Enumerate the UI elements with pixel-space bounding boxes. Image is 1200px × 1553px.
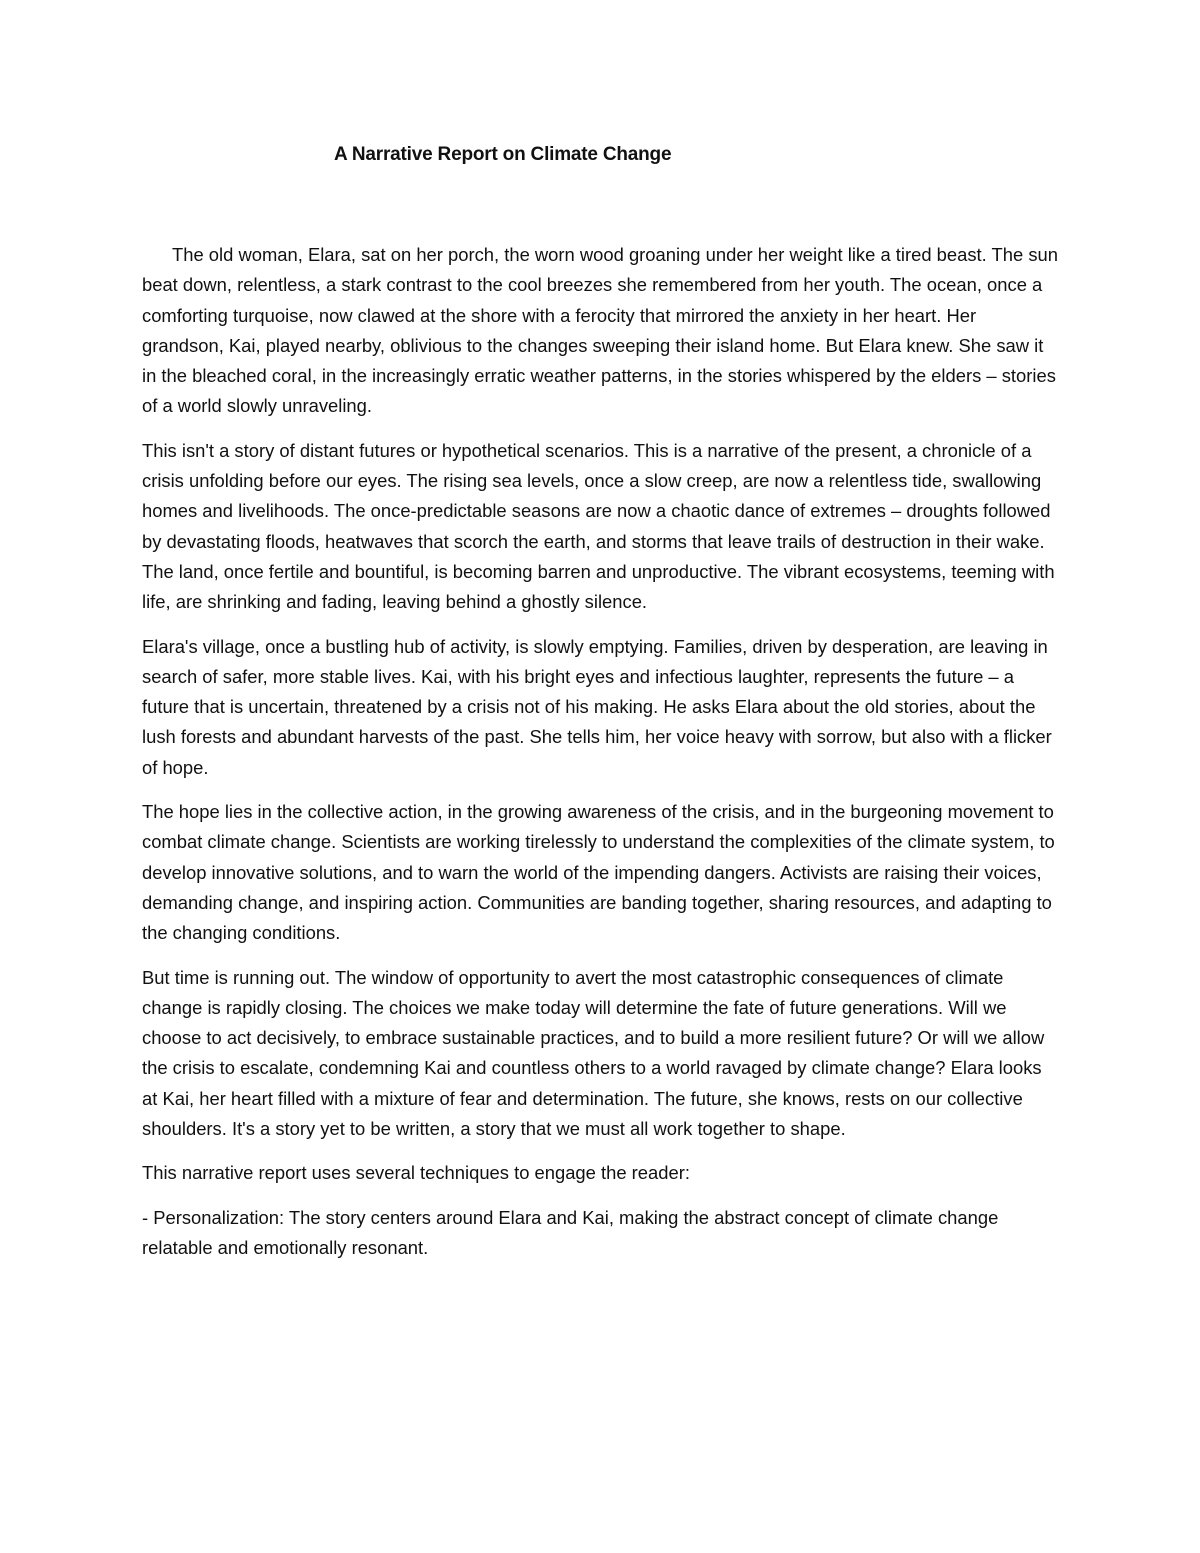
paragraph-time-running-out: But time is running out. The window of opportunity to avert the most catastrophic consequences of climate change is rapidly closing. The choices we make today will determine the fate of future generations. Will we choose to act decisively, to embrace sustainable practices, and to build a more resilient future? Or will we allow the crisis to escalate, condemning Kai and countless others to a world ravaged by climate change? Elara looks at Kai, her heart filled with a mixture of fear and determination. The future, she knows, rests on our collective shoulders. It's a story yet to be written, a story that we must all work together to shape. (142, 966, 1045, 1140)
paragraph-personalization: - Personalization: The story centers around Elara and Kai, making the abstract concept of climate change relatable and emotionally resonant. (142, 1206, 999, 1258)
paragraph-elara-porch: The old woman, Elara, sat on her porch, the worn wood groaning under her weight like a tired beast. The sun beat down, relentless, a stark contrast to the cool breezes she remembered from her youth. The ocean, once a comforting turquoise, now clawed at the shore with a ferocity that mirrored the anxiety in her heart. Her grandson, Kai, played nearby, oblivious to the changes sweeping their island home. But Elara knew. She saw it in the bleached coral, in the increasingly erratic weather patterns, in the stories whispered by the elders – stories of a world slowly unraveling. (142, 244, 1058, 417)
paragraph-techniques-intro: This narrative report uses several techniques to engage the reader: (142, 1162, 690, 1184)
paragraph-collective-hope: The hope lies in the collective action, in the growing awareness of the crisis, and in the burgeoning movement to combat climate change. Scientists are working tirelessly to understand the complexities of the climate system, to develop innovative solutions, and to warn the world of the impending dangers. Activists are raising their voices, demanding change, and inspiring action. Communities are banding together, sharing resources, and adapting to the changing conditions. (142, 801, 1055, 944)
document-body (142, 140, 1060, 1277)
paragraph-village-emptying: Elara's village, once a bustling hub of activity, is slowly emptying. Families, driven by desperation, are leaving in search of safer, more stable lives. Kai, with his bright eyes and infectious laughter, represents the future – a future that is uncertain, threatened by a crisis not of his making. He asks Elara about the old stories, about the lush forests and abundant harvests of the past. She tells him, her voice heavy with sorrow, but also with a flicker of hope. (142, 635, 1052, 778)
paragraph-present-crisis: This isn't a story of distant futures or hypothetical scenarios. This is a narrative of the present, a chronicle of a crisis unfolding before our eyes. The rising sea levels, once a slow creep, are now a relentless tide, swallowing homes and livelihoods. The once-predictable seasons are now a chaotic dance of extremes – droughts followed by devastating floods, heatwaves that scorch the earth, and storms that leave trails of destruction in their wake. The land, once fertile and bountiful, is becoming barren and unproductive. The vibrant ecosystems, teeming with life, are shrinking and fading, leaving behind a ghostly silence. (142, 439, 1055, 613)
document-title: A Narrative Report on Climate Change (334, 144, 672, 165)
